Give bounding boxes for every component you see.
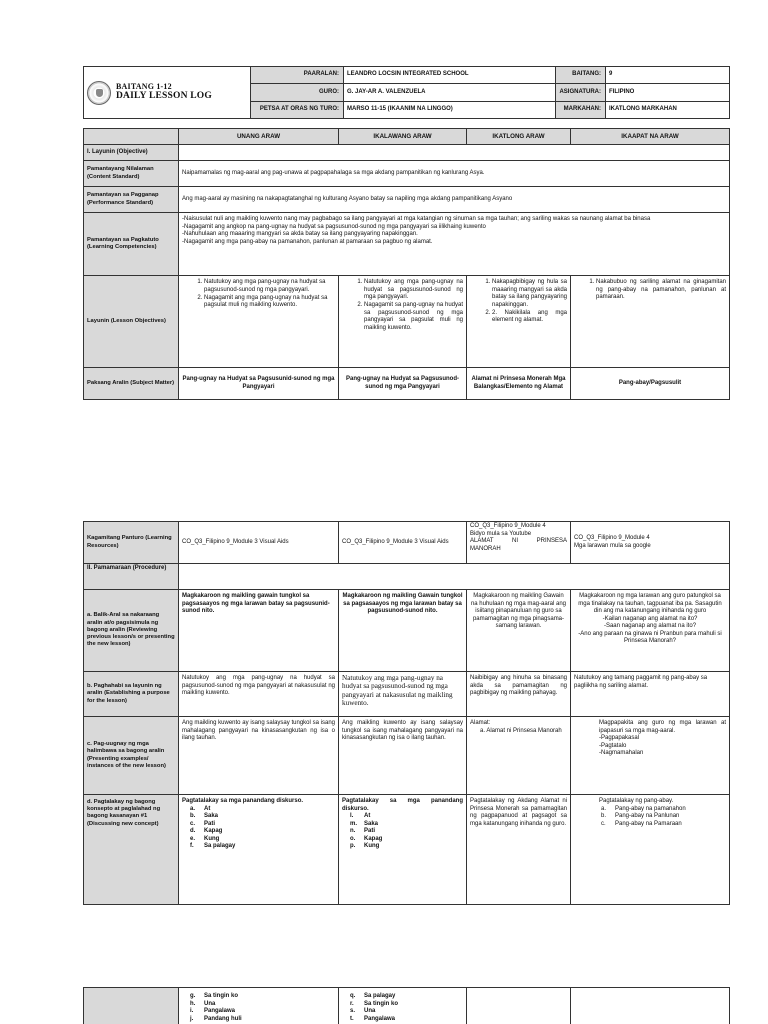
list-text: Sa tingin ko: [204, 993, 239, 999]
list-marker: s.: [350, 1008, 356, 1014]
competency-1: -Naisusulat nuli ang maikling kuwento nang may pagbabago sa ilang pangyayari at mga katangian ng sinuman sa mga tauhan; ang sariling wakas sa naunang alamat ba binasa: [182, 216, 651, 222]
guro-value: G. JAY-AR A. VALENZUELA: [344, 84, 556, 101]
purpose-day3: Naibibigay ang hinuha sa binasang akda sa pamamagitan ng pagbibigay ng maikling pahayag.: [467, 672, 571, 717]
examples-day4: [571, 717, 730, 795]
examples-day2: Ang maikling kuwento ay isang salaysay tungkol sa isang mahalagang pangyayari na kinasasangkutan ng isa o ilang tauhan.: [339, 717, 467, 795]
baitang-value: 9: [606, 67, 730, 84]
discussion-label: d. Pagtalakay ng bagong konsepto at paglalahad ng bagong kasanayan #1 (Discussing new concept): [84, 795, 179, 905]
discussion-day2-title: Pagtatalakay sa mga panandang diskurso.: [342, 798, 463, 812]
asignatura-label: ASIGNATURA:: [556, 84, 606, 101]
examples-day4-line1: Magpapakita ang guro ng mga larawan at ipapasuri sa mga mag-aaral.: [599, 720, 726, 734]
list-marker: m.: [350, 820, 358, 827]
discussion-day4: [571, 795, 730, 905]
list-item: 2. Nagagamit sa pang-ugnay na hudyat sa pagsusunod-sunod ng mga pangyayari sa pagsulat muli ng maikling kuwento.: [364, 302, 463, 332]
purpose-day4: Natutukoy ang tamang paggamit ng pang-abay sa pagliikha ng sariling alamat.: [571, 672, 730, 717]
examples-day4-line2: -Pagpapakasal: [599, 735, 640, 741]
logo-line2: DAILY LESSON LOG: [116, 90, 212, 101]
list-item: [190, 821, 335, 829]
list-text: Pangalawa: [204, 1008, 236, 1014]
continuation-day3: [467, 988, 571, 1024]
subject-day2: Pang-ugnay na Hudyat sa Pagsusunod-sunod ng mga Pangyayari: [339, 368, 467, 400]
list-marker: t.: [350, 1015, 354, 1022]
examples-label: c. Pag-uugnay ng mga halimbawa sa bagong aralin (Presenting examples/ instances of the new lesson): [84, 717, 179, 795]
list-marker: o.: [350, 835, 356, 842]
section-layunin: I. Layunin (Objective): [84, 145, 179, 161]
list-text: Saka: [364, 820, 379, 827]
list-item: [190, 993, 335, 1001]
list-item: [350, 1016, 463, 1024]
list-marker: r.: [350, 1000, 354, 1007]
continuation-day2: [339, 988, 467, 1024]
lesson-obj-day4: [571, 276, 730, 368]
purpose-day2: Natutukoy ang mga pang-ugnay na hudyat sa pagsusunod-sunod ng mga pangyayari at nakasusulat ng maikling kuwento.: [339, 672, 467, 717]
objectives-table: [83, 128, 730, 400]
continuation-day2-list: [342, 993, 463, 1023]
continuation-label: [84, 988, 179, 1024]
subject-matter-label: Paksang Aralin (Subject Matter): [84, 368, 179, 400]
petsa-value: MARSO 11-15 (IKAANIM NA LINGGO): [344, 101, 556, 118]
baitang-label: BAITANG:: [556, 67, 606, 84]
review-day4-line2: -Kailan naganap ang alamat na ito?: [602, 615, 698, 622]
resources-label: Kagamitang Panturo (Learning Resources): [84, 522, 179, 564]
competency-value: [179, 213, 730, 276]
list-item: 1. Nakapagbibigay ng hula sa maaaring mangyari sa akda batay sa ilang pangyayaring napakinggan.: [492, 279, 567, 309]
list-item: [350, 813, 463, 821]
purpose-day1: Natutukoy ang mga pang-ugnay na hudyat sa pagsusunod-sunod ng mga pangyayari at nakasusulat ng maikling kuwento.: [179, 672, 339, 717]
list-text: Pang-abay na Panlunan: [615, 813, 680, 819]
list-item: [350, 1008, 463, 1016]
list-text: Pang-abay na Pamaraan: [615, 820, 682, 827]
review-day4: [571, 590, 730, 672]
list-marker: l.: [350, 813, 354, 819]
list-text: Kung: [364, 843, 380, 849]
discussion-day3: Pagtatalakay ng Akdang Alamat ni Prinsesa Monerah sa pamamagitan ng pagpapanuod at pagsagot sa mga katanungang inihanda ng guro.: [467, 795, 571, 905]
subject-day4: Pang-abay/Pagsusulit: [571, 368, 730, 400]
paaralan-label: PAARALAN:: [251, 67, 344, 84]
list-text: Kung: [204, 835, 220, 842]
competency-label: Pamantayan sa Pagkatuto (Learning Competencies): [84, 213, 179, 276]
deped-seal-icon: [87, 81, 111, 105]
continuation-day1: [179, 988, 339, 1024]
list-item: [190, 813, 335, 821]
resources-day4-line2: Mga larawan mula sa google: [574, 542, 651, 549]
list-marker: b.: [601, 813, 607, 819]
list-marker: j.: [190, 1015, 194, 1022]
list-item: [350, 821, 463, 829]
list-marker: b.: [190, 813, 196, 819]
list-marker: p.: [350, 843, 356, 849]
list-text: Pangalawa: [364, 1015, 396, 1022]
col-head-day4: IKAAPAT NA ARAW: [571, 129, 730, 145]
list-item: 1. Natutukoy ang mga pang-ugnay na hudyat sa pagsusunod-sunod ng mga pangyayari.: [364, 279, 463, 302]
list-item: [190, 828, 335, 836]
examples-day3-line2: a. Alamat ni Prinsesa Manorah: [480, 727, 562, 734]
review-day4-line1: Magkakaroon ng mga larawan ang guro patungkol sa mga tinalakay na tauhan, tagpuanat iba pa. Sasagutin din ang ma katanungang inihanda ng guro: [578, 593, 722, 614]
markahan-label: MARKAHAN:: [556, 101, 606, 118]
continuation-day4: [571, 988, 730, 1024]
list-item: [190, 1008, 335, 1016]
col-head-day2: IKALAWANG ARAW: [339, 129, 467, 145]
corner-cell: [84, 129, 179, 145]
review-label: a. Balik-Aral sa nakaraang aralin at/o pagsisimula ng bagong aralin (Reviewing previous lesson/s or presenting the new lesson): [84, 590, 179, 672]
paaralan-value: LEANDRO LOCSIN INTEGRATED SCHOOL: [344, 67, 556, 84]
asignatura-value: FILIPINO: [606, 84, 730, 101]
lesson-objectives-label: Layunin (Lesson Objectives): [84, 276, 179, 368]
section-layunin-blank: [179, 145, 730, 161]
list-item: [190, 1001, 335, 1009]
performance-standard-label: Pamantayan sa Pagganap (Performance Standard): [84, 187, 179, 213]
list-item: [190, 806, 335, 814]
resources-day3: [467, 522, 571, 564]
competency-4: -Nagagamit ang mga pang-abay na pamanahon, panlunan at pamaraan sa pagbuo ng alamat.: [182, 238, 433, 245]
list-item: [601, 821, 726, 829]
review-day1: Magkakaroon ng maikling gawain tungkol sa pagsasaayos ng mga larawan batay sa pagsusunid-sunod nito.: [179, 590, 339, 672]
markahan-value: IKATLONG MARKAHAN: [606, 101, 730, 118]
col-head-day1: UNANG ARAW: [179, 129, 339, 145]
logo-line1: BAITANG 1-12: [116, 82, 172, 92]
list-item: [350, 836, 463, 844]
list-item: [350, 828, 463, 836]
subject-day1: Pang-ugnay na Hudyat sa Pagsusunid-sunod ng mga Pangyayari: [179, 368, 339, 400]
list-item: [190, 1016, 335, 1024]
petsa-label: PETSA AT ORAS NG TURO:: [251, 101, 344, 118]
list-item: [350, 993, 463, 1001]
competency-2: -Nagagamit ang angkop na pang-ugnay na hudyat sa pagsusunod-sunod ng mga pangyayari sa iilikhaing kuwento: [182, 223, 486, 230]
list-item: [350, 1001, 463, 1009]
competency-3: -Nahuhulaan ang maaaring mangyari sa akda batay sa ilang pangyayaring napakinggan.: [182, 231, 418, 237]
review-day2: Magkakaroon ng maikling Gawain tungkol sa pagsasaayos ng mga larawan batay sa pagsusunod-sunod nito.: [339, 590, 467, 672]
list-marker: c.: [190, 820, 196, 827]
examples-day3-line1: Alamat:: [470, 720, 491, 726]
list-marker: n.: [350, 828, 356, 834]
examples-day4-line3: -Pagtatalo: [599, 742, 627, 749]
list-item: 2. 2. Nakikilala ang mga element ng alamat.: [492, 310, 567, 325]
discussion-day4-title: Pagtatalakay ng pang-abay.: [599, 798, 674, 804]
discussion-day1: [179, 795, 339, 905]
performance-standard-value: Ang mag-aaral ay masining na nakapagtatanghal ng kulturang Asyano batay sa napiling mga akdang pampanitikang Asyano: [179, 187, 730, 213]
list-text: Sa palagay: [364, 993, 396, 999]
discussion-day2: [339, 795, 467, 905]
review-day4-line3: -Saan naganap ang alamat na ito?: [603, 623, 697, 629]
list-text: Sa palagay: [204, 843, 236, 849]
examples-day3: [467, 717, 571, 795]
resources-day4: [571, 522, 730, 564]
subject-day3: Alamat ni Prinsesa Monerah Mga Balangkas/Elemento ng Alamat: [467, 368, 571, 400]
lesson-obj-day3: [467, 276, 571, 368]
list-text: Kapag: [364, 835, 383, 842]
resources-day2: CO_Q3_Filipino 9_Module 3 Visual Aids: [339, 522, 467, 564]
discussion-day4-list: [599, 806, 726, 829]
list-text: At: [204, 805, 211, 812]
list-text: Pang-abay na pamanahon: [615, 805, 686, 812]
list-text: Pati: [204, 820, 216, 827]
resources-day3-line3: ALAMAT NI PRINSESA MANORAH: [470, 538, 567, 552]
examples-day1: Ang maikling kuwento ay isang salaysay tungkol sa isang mahalagang pangyayari na kinasasangkutan ng isa o ilang tauhan.: [179, 717, 339, 795]
lesson-obj-day1: [179, 276, 339, 368]
discussion-day2-list: [342, 813, 463, 851]
resources-day4-line1: CO_Q3_Filipino 9_Module 4: [574, 535, 650, 541]
resources-day1: CO_Q3_Filipino 9_Module 3 Visual Aids: [179, 522, 339, 564]
logo-cell: [84, 67, 251, 119]
list-marker: q.: [350, 993, 356, 999]
col-head-day3: IKATLONG ARAW: [467, 129, 571, 145]
content-standard-label: Pamantayang Nilalaman (Content Standard): [84, 161, 179, 187]
section-procedure-blank: [179, 564, 730, 590]
resources-day3-line1: CO_Q3_Filipino 9_Module 4: [470, 523, 546, 529]
list-text: Sa tingin ko: [364, 1000, 399, 1007]
list-item: 2. Nagagamit ang mga pang-ugnay na hudyat sa pagsulat muli ng maikling kuwento.: [204, 295, 335, 310]
list-marker: e.: [190, 835, 196, 842]
list-item: [190, 836, 335, 844]
discussion-day1-list: [182, 806, 335, 851]
list-text: Kapag: [204, 828, 223, 834]
resources-day3-line2: Bidyo mula sa Youtube: [470, 530, 532, 537]
list-marker: h.: [190, 1000, 196, 1007]
list-marker: f.: [190, 843, 194, 849]
continuation-table: [83, 987, 730, 1024]
list-marker: a.: [190, 805, 196, 812]
review-day3: Magkakaroon ng maikling Gawain na huhulaan ng mga mag-aaral ang isiitang pinapanuluan ng guro sa pamamagitan ng mga pinagsama-samang larawan.: [467, 590, 571, 672]
list-text: Saka: [204, 813, 219, 819]
content-standard-value: Naipamamalas ng mag-aaral ang pag-unawa at pagpapahalaga sa mga akdang pampanitikan ng kanlurang Asya.: [179, 161, 730, 187]
lesson-obj-day2: [339, 276, 467, 368]
section-procedure: II. Pamamaraan (Procedure): [84, 564, 179, 590]
list-text: Una: [204, 1000, 216, 1007]
list-text: Pati: [364, 828, 376, 834]
list-marker: a.: [601, 805, 607, 812]
discussion-day1-title: Pagtatalakay sa mga panandang diskurso.: [182, 798, 304, 804]
list-item: [350, 843, 463, 851]
header-table: [83, 66, 730, 119]
list-item: [601, 813, 726, 821]
list-marker: g.: [190, 993, 196, 999]
continuation-day1-list: [182, 993, 335, 1023]
procedure-table: [83, 521, 730, 905]
list-item: [601, 806, 726, 814]
review-day4-line4: -Ano ang paraan na ginawa ni Pranbun para mahuli si Prinsesa Manorah?: [578, 630, 722, 644]
list-item: 1. Nakabubuo ng sariling alamat na ginagamitan ng pang-abay na pamanahon, panlunan at pamaraan.: [596, 279, 726, 302]
list-marker: d.: [190, 828, 196, 834]
list-marker: i.: [190, 1008, 194, 1014]
examples-day4-line4: -Nagmamahalan: [599, 750, 644, 756]
purpose-label: b. Paghahabi sa layunin ng aralin (Establishing a purpose for the lesson): [84, 672, 179, 717]
list-text: Pandang huli: [204, 1015, 242, 1022]
guro-label: GURO:: [251, 84, 344, 101]
list-text: At: [364, 813, 371, 819]
list-item: [190, 843, 335, 851]
list-marker: c.: [601, 820, 606, 827]
list-item: 1. Natutukoy ang mga pang-ugnay na hudyat sa pagsusunod-sunod ng mga pangyayari.: [204, 279, 335, 294]
list-text: Una: [364, 1008, 376, 1014]
